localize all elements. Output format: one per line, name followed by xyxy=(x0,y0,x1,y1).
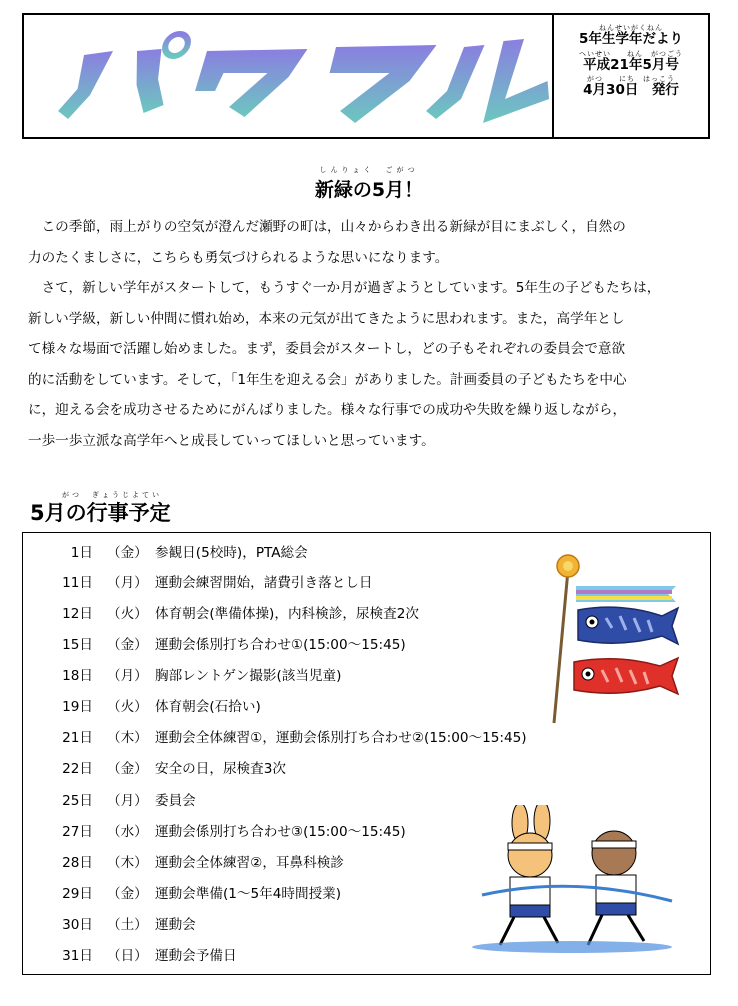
issue-ruby-3: がつ にち はっこう xyxy=(587,75,675,83)
schedule-weekday: （火） xyxy=(107,606,148,622)
article-body xyxy=(28,212,718,456)
title-art xyxy=(24,15,552,137)
newsletter-header xyxy=(22,13,710,139)
issue-ruby-2: へいせい ねん がつごう xyxy=(579,49,683,58)
article-line: 一歩一歩立派な高学年へと成長していってほしいと思っています。 xyxy=(28,432,435,449)
schedule-event: 運動会全体練習①，運動会係別打ち合わせ②(15:00～15:45) xyxy=(155,730,527,746)
schedule-event: 運動会全体練習②，耳鼻科検診 xyxy=(155,855,344,871)
title-logo xyxy=(24,15,552,137)
schedule-event: 胸部レントゲン撮影(該当児童) xyxy=(155,668,342,684)
article-headline: 新緑の5月！ xyxy=(314,179,424,201)
schedule-event: 参観日(5校時)，PTA総会 xyxy=(155,545,308,561)
newsletter-name: 5年生学年だより xyxy=(579,31,683,47)
sports-day-illustration xyxy=(462,805,682,955)
schedule-day: 30日 xyxy=(62,917,93,933)
schedule-weekday: （水） xyxy=(107,824,148,840)
schedule-event: 体育朝会(準備体操)，内科検診，尿検査2次 xyxy=(155,606,419,622)
article-line: この季節，雨上がりの空気が澄んだ瀬野の町は，山々からわき出る新緑が目にまぶしく，自然の xyxy=(28,219,626,235)
schedule-day: 18日 xyxy=(62,668,93,684)
schedule-title-ruby: がつ ぎょうじよてい xyxy=(62,491,162,499)
schedule-day: 1日 xyxy=(70,545,93,561)
schedule-day: 31日 xyxy=(62,948,93,964)
blue-carp-icon xyxy=(578,607,678,644)
issue-date: 4月30日 発行 xyxy=(583,82,679,98)
red-carp-icon xyxy=(574,658,678,694)
schedule-day: 28日 xyxy=(62,855,93,871)
article-line: 的に活動をしています。そして，「1年生を迎える会」がありました。計画委員の子どもたちを中心 xyxy=(28,371,627,388)
schedule-event: 運動会予備日 xyxy=(155,948,237,964)
schedule-event: 運動会練習開始，諸費引き落とし日 xyxy=(155,575,373,591)
article-line: て様々な場面で活躍し始めました。まず，委員会がスタートし，どの子もそれぞれの委員会で意欲 xyxy=(28,341,626,357)
schedule-day: 27日 xyxy=(62,824,93,840)
issue-number: 平成21年5月号 xyxy=(583,56,679,73)
schedule-event: 運動会係別打ち合わせ①(15:00～15:45) xyxy=(155,637,406,653)
schedule-weekday: （土） xyxy=(107,917,148,933)
issue-ruby-1: ねんせいがくねん xyxy=(599,24,663,32)
schedule-day: 12日 xyxy=(62,606,93,622)
schedule-day: 29日 xyxy=(62,886,93,902)
schedule-day: 21日 xyxy=(62,730,93,746)
schedule-event: 運動会準備(1～5年4時間授業) xyxy=(155,886,342,902)
schedule-day: 19日 xyxy=(62,699,93,715)
schedule-weekday: （金） xyxy=(107,637,148,653)
schedule-event: 委員会 xyxy=(155,793,196,809)
koinobori-illustration xyxy=(540,548,680,728)
article-line: さて，新しい学年がスタートして，もうすぐ一か月が過ぎようとしています。5年生の子どもたちは， xyxy=(28,280,661,296)
header-divider xyxy=(552,15,554,137)
schedule-event: 運動会係別打ち合わせ③(15:00～15:45) xyxy=(155,824,406,840)
schedule-title: 5月の行事予定 xyxy=(30,501,171,525)
schedule-weekday: （月） xyxy=(107,668,148,684)
sun-ornament-icon xyxy=(557,555,579,577)
schedule-weekday: （月） xyxy=(107,793,148,809)
article-line: に，迎える会を成功させるためにがんばりました。様々な行事での成功や失敗を繰り返しながら， xyxy=(28,402,627,418)
schedule-day: 15日 xyxy=(62,637,93,653)
article-line: 力のたくましさに，こちらも勇気づけられるような思いになります。 xyxy=(28,249,449,266)
schedule-day: 11日 xyxy=(62,575,93,591)
schedule-day: 25日 xyxy=(62,793,93,809)
schedule-weekday: （金） xyxy=(107,761,148,777)
schedule-weekday: （金） xyxy=(107,886,148,902)
schedule-weekday: （金） xyxy=(107,545,148,561)
headline-ruby: しんりょく ごがつ xyxy=(319,166,419,174)
schedule-weekday: （木） xyxy=(107,855,148,871)
issue-info xyxy=(556,21,706,98)
schedule-day: 22日 xyxy=(62,761,93,777)
schedule-weekday: （日） xyxy=(107,948,148,964)
schedule-event: 体育朝会(石拾い) xyxy=(155,699,261,715)
schedule-event: 安全の日，尿検査3次 xyxy=(155,761,286,777)
schedule-weekday: （火） xyxy=(107,699,148,715)
schedule-weekday: （木） xyxy=(107,730,148,746)
schedule-event: 運動会 xyxy=(155,917,196,933)
rabbit-runner-icon xyxy=(500,805,558,945)
schedule-weekday: （月） xyxy=(107,575,148,591)
article-line: 新しい学級，新しい仲間に慣れ始め，本来の元気が出てきたように思われます。また，高学年とし xyxy=(28,310,625,327)
